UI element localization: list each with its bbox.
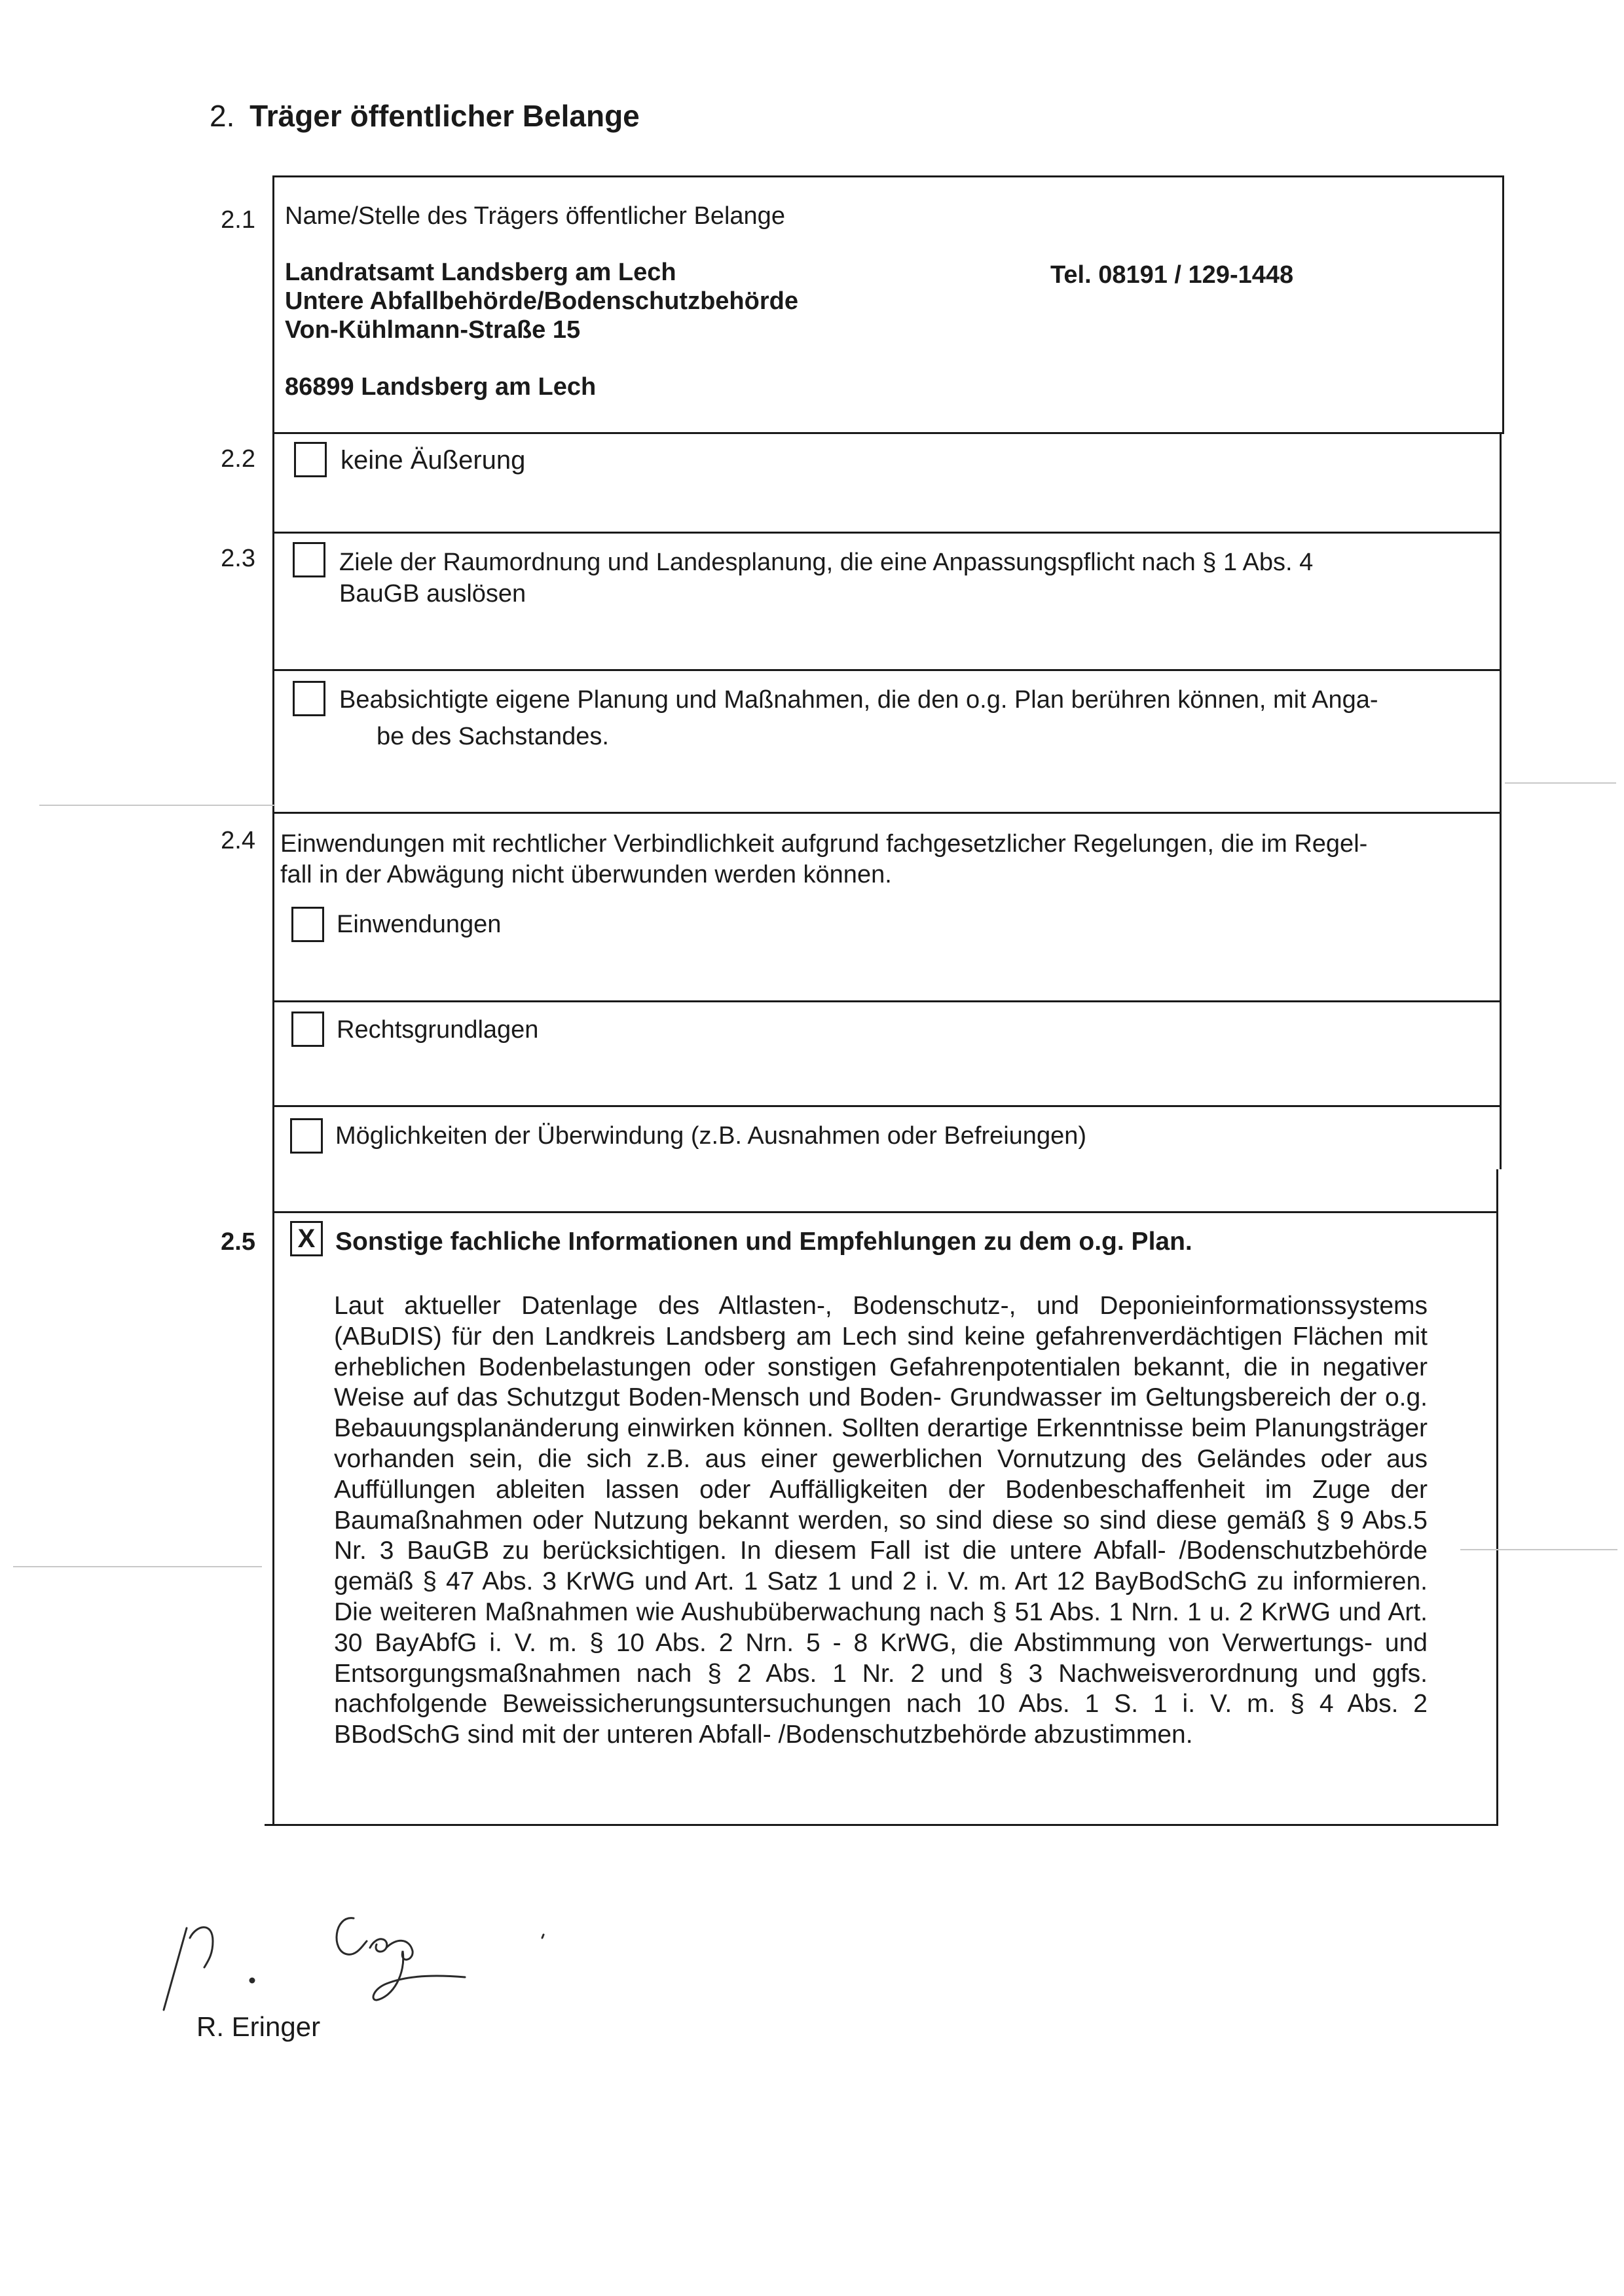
s24-text-line-2: fall in der Abwägung nicht überwunden werden können. (280, 861, 892, 888)
s23a-text-line-1: Ziele der Raumordnung und Landesplanung, die eine Anpassungspflicht nach § 1 Abs. 4 (339, 549, 1314, 576)
row-divider-2-2 (272, 432, 1504, 434)
s24-text-line-1: Einwendungen mit rechtlicher Verbindlichkeit aufgrund fachgesetzlicher Regelungen, die im Regel- (280, 830, 1368, 858)
row-divider-2-3 (272, 532, 1502, 534)
row-divider-bottom (265, 1824, 1498, 1826)
s21-address-line-1: Landratsamt Landsberg am Lech (285, 259, 676, 286)
row-divider-top (272, 175, 1504, 177)
s21-address-line-3: Von-Kühlmann-Straße 15 (285, 316, 581, 344)
s24-einwendungen-checkbox[interactable] (291, 907, 324, 942)
s23a-text-line-2: BauGB auslösen (339, 580, 526, 608)
s22-checkbox[interactable] (294, 442, 327, 477)
s21-label: Name/Stelle des Trägers öffentlicher Belange (285, 202, 785, 230)
row-divider-rechtsgrundlagen (272, 1000, 1502, 1002)
s21-city: 86899 Landsberg am Lech (285, 373, 597, 401)
scan-artifact-right-2 (1460, 1549, 1617, 1550)
scan-artifact-left (39, 805, 275, 806)
section-number-2-2: 2.2 (221, 445, 255, 473)
s22-label: keine Äußerung (341, 446, 526, 475)
s25-checkbox[interactable]: X (290, 1221, 323, 1256)
s23b-checkbox[interactable] (293, 681, 325, 716)
s24-einwendungen-label: Einwendungen (337, 911, 502, 938)
s23b-text-line-1: Beabsichtigte eigene Planung und Maßnahmen, die den o.g. Plan berühren können, mit Anga- (339, 686, 1378, 714)
section-number-2-4: 2.4 (221, 827, 255, 854)
section-number-2-5: 2.5 (221, 1228, 255, 1256)
section-number-2-1: 2.1 (221, 206, 255, 234)
signatory-name: R. Eringer (196, 2011, 321, 2042)
s24-rechtsgrundlagen-checkbox[interactable] (291, 1011, 324, 1047)
s25-label: Sonstige fachliche Informationen und Empfehlungen zu dem o.g. Plan. (335, 1228, 1192, 1256)
form-right-border-1 (1502, 175, 1504, 434)
s24-ueberwindung-label: Möglichkeiten der Überwindung (z.B. Ausnahmen oder Befreiungen) (335, 1122, 1086, 1150)
section-heading-title: Träger öffentlicher Belange (249, 99, 640, 133)
section-heading-number: 2. (210, 99, 235, 133)
s21-address-line-2: Untere Abfallbehörde/Bodenschutzbehörde (285, 287, 798, 315)
scan-artifact-left-2 (13, 1566, 262, 1567)
s24-ueberwindung-checkbox[interactable] (290, 1118, 323, 1154)
row-divider-2-5 (272, 1211, 1498, 1213)
form-right-border-2 (1500, 434, 1502, 1169)
s23a-checkbox[interactable] (293, 542, 325, 577)
row-divider-2-4 (272, 812, 1502, 814)
section-heading (210, 98, 640, 134)
row-divider-2-3b (272, 669, 1502, 671)
s23b-text-line-2: be des Sachstandes. (377, 723, 609, 750)
section-number-2-3: 2.3 (221, 545, 255, 572)
scan-artifact-right (1505, 782, 1616, 784)
form-right-border-3 (1496, 1169, 1498, 1826)
s25-paragraph: Laut aktueller Datenlage des Altlasten-, Bodenschutz-, und Deponieinformationssystems (ABuDIS) für den Landkreis Landsberg am Lech sind keine gefahrenverdächtigen Flächen mit erheblichen Bodenbelastungen oder sonstigen Gefahrenpotentialen bekannt, die in negativer Weise auf das Schutzgut Boden-Mensch und Boden- Grundwasser im Geltungsbereich der o.g. Bebauungsplanänderung einwirken können. Sollten derartige Erkenntnisse beim Planungsträger vorhanden sein, die sich z.B. aus einer gewerblichen Vornutzung des Geländes oder aus Auffüllungen ableiten lassen oder Auffälligkeiten der Bodenbeschaffenheit im Zuge der Baumaßnahmen oder Nutzung bekannt werden, so sind diese so sind diese gemäß § 9 Abs.5 Nr. 3 BauGB zu berücksichtigen. In diesem Fall ist die untere Abfall- /Bodenschutzbehörde gemäß § 47 Abs. 3 KrWG und Art. 1 Satz 1 und 2 i. V. m. Art 12 BayBodSchG zu informieren. Die weiteren Maßnahmen wie Aushubüberwachung nach § 51 Abs. 1 Nrn. 1 u. 2 KrWG und Art. 30 BayAbfG i. V. m. § 10 Abs. 2 Nrn. 5 - 8 KrWG, die Abstimmung von Verwertungs- und Entsorgungsmaßnahmen nach § 2 Abs. 1 Nr. 2 und § 3 Nachweisverordnung und ggfs. nachfolgende Beweissicherungsuntersuchungen nach 10 Abs. 1 S. 1 i. V. m. § 4 Abs. 2 BBodSchG sind mit der unteren Abfall- /Bodenschutzbehörde abzustimmen. (334, 1292, 1428, 1749)
row-divider-ueberwindung (272, 1105, 1502, 1107)
s24-rechtsgrundlagen-label: Rechtsgrundlagen (337, 1016, 539, 1044)
s21-phone: Tel. 08191 / 129-1448 (1050, 261, 1294, 289)
